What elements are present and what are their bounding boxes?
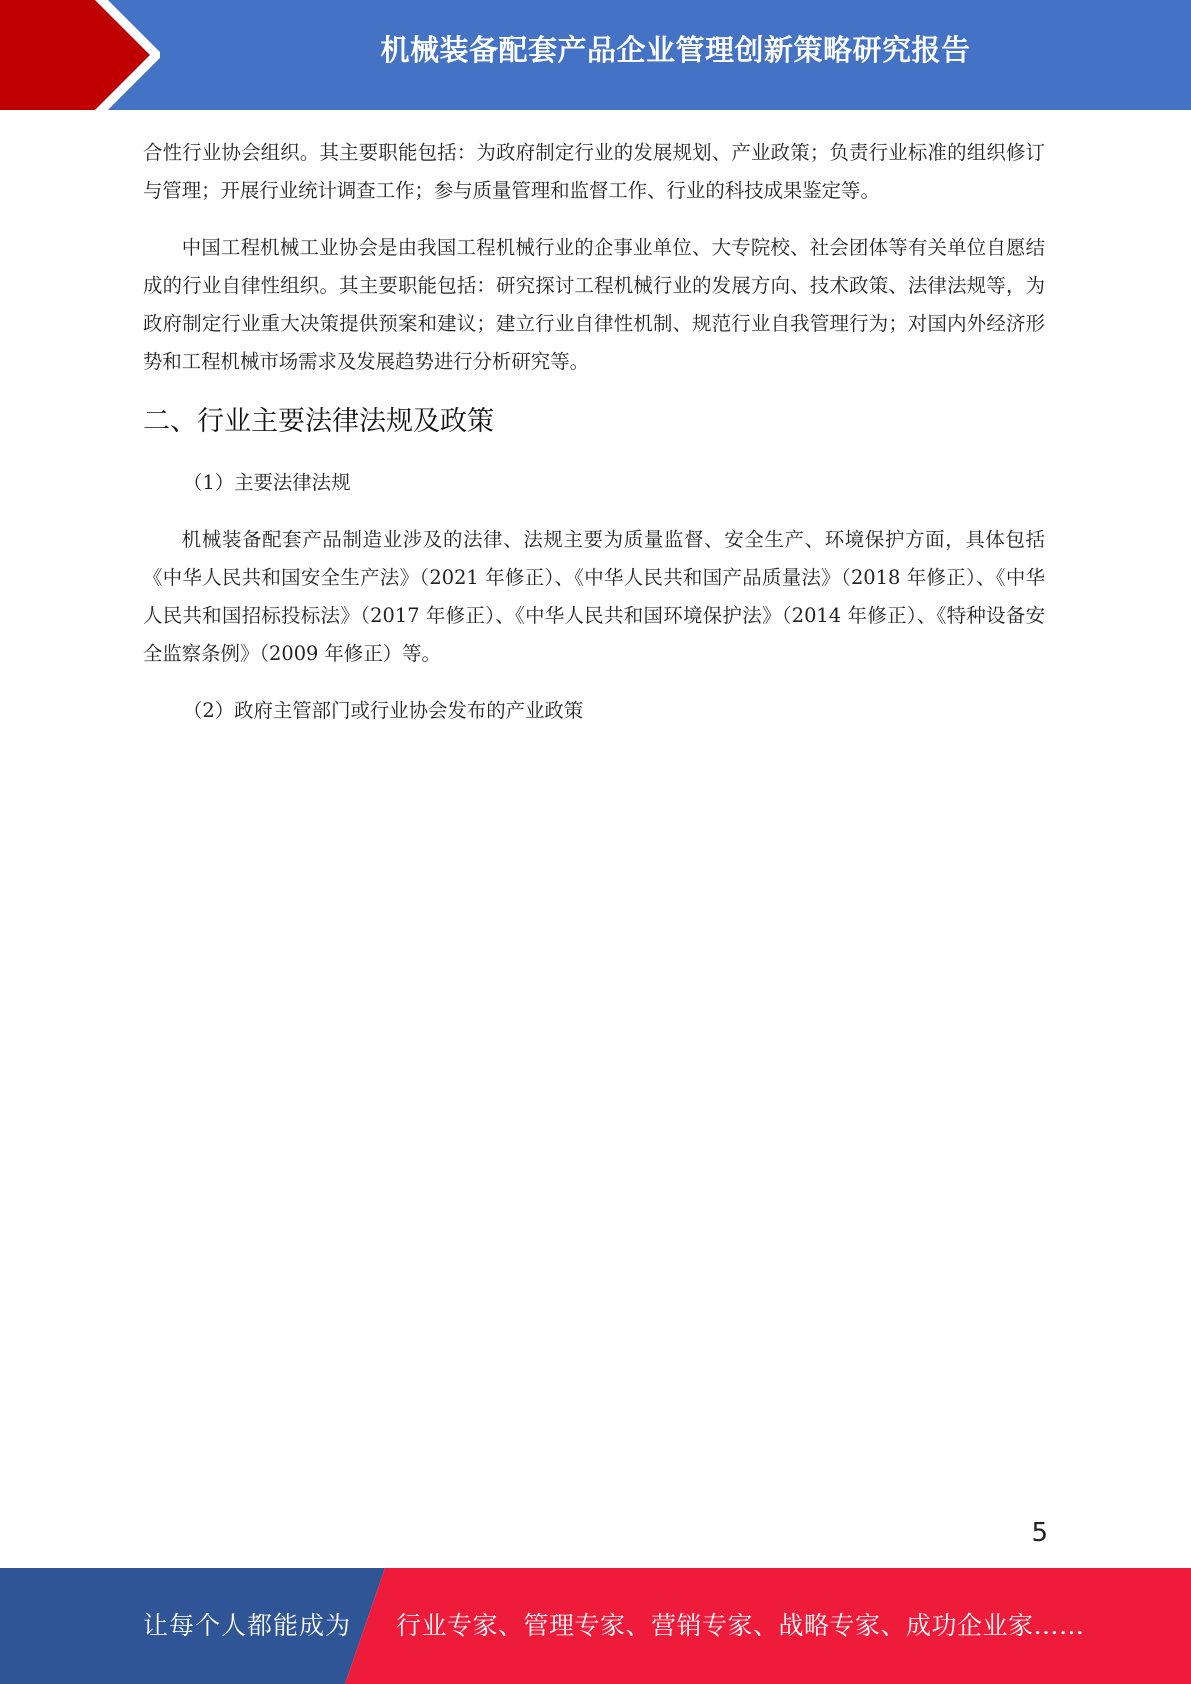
document-body [143,134,1045,749]
footer-slogan-right: 行业专家、管理专家、营销专家、战略专家、成功企业家…… [396,1611,1085,1640]
page-number: 5 [1031,1518,1048,1548]
report-title: 机械装备配套产品企业管理创新策略研究报告 [380,33,971,67]
paragraph-association-functions: 合性行业协会组织。其主要职能包括：为政府制定行业的发展规划、产业政策；负责行业标准的组织修订与管理；开展行业统计调查工作；参与质量管理和监督工作、行业的科技成果鉴定等。 [143,141,1045,202]
sub-heading-policies: （2）政府主管部门或行业协会发布的产业政策 [183,699,584,722]
section-heading: 二、行业主要法律法规及政策 [143,406,494,437]
paragraph-construction-machinery-association: 中国工程机械工业协会是由我国工程机械行业的企事业单位、大专院校、社会团体等有关单位自愿结成的行业自律性组织。其主要职能包括：研究探讨工程机械行业的发展方向、技术政策、法律法规等，为政府制定行业重大决策提供预案和建议；建立行业自律性机制、规范行业自我管理行为；对国内外经济形势和工程机械市场需求及发展趋势进行分析研究等。 [143,236,1045,373]
footer-slogan-left: 让每个人都能成为 [143,1611,352,1640]
paragraph-laws: 机械装备配套产品制造业涉及的法律、法规主要为质量监督、安全生产、环境保护方面，具体包括《中华人民共和国安全生产法》（2021 年修正）、《中华人民共和国产品质量法》（2018 年修正）、《中华人民共和国招标投标法》（2017 年修正）、《中华人民共和国环境保护法》（2014 年修正）、《特种设备安全监察条例》（2009 年修正）等。 [143,528,1045,665]
header-band [0,0,1191,110]
footer-band [0,1568,1191,1684]
sub-heading-laws: （1）主要法律法规 [183,471,351,494]
header-red-chevron [0,0,160,110]
